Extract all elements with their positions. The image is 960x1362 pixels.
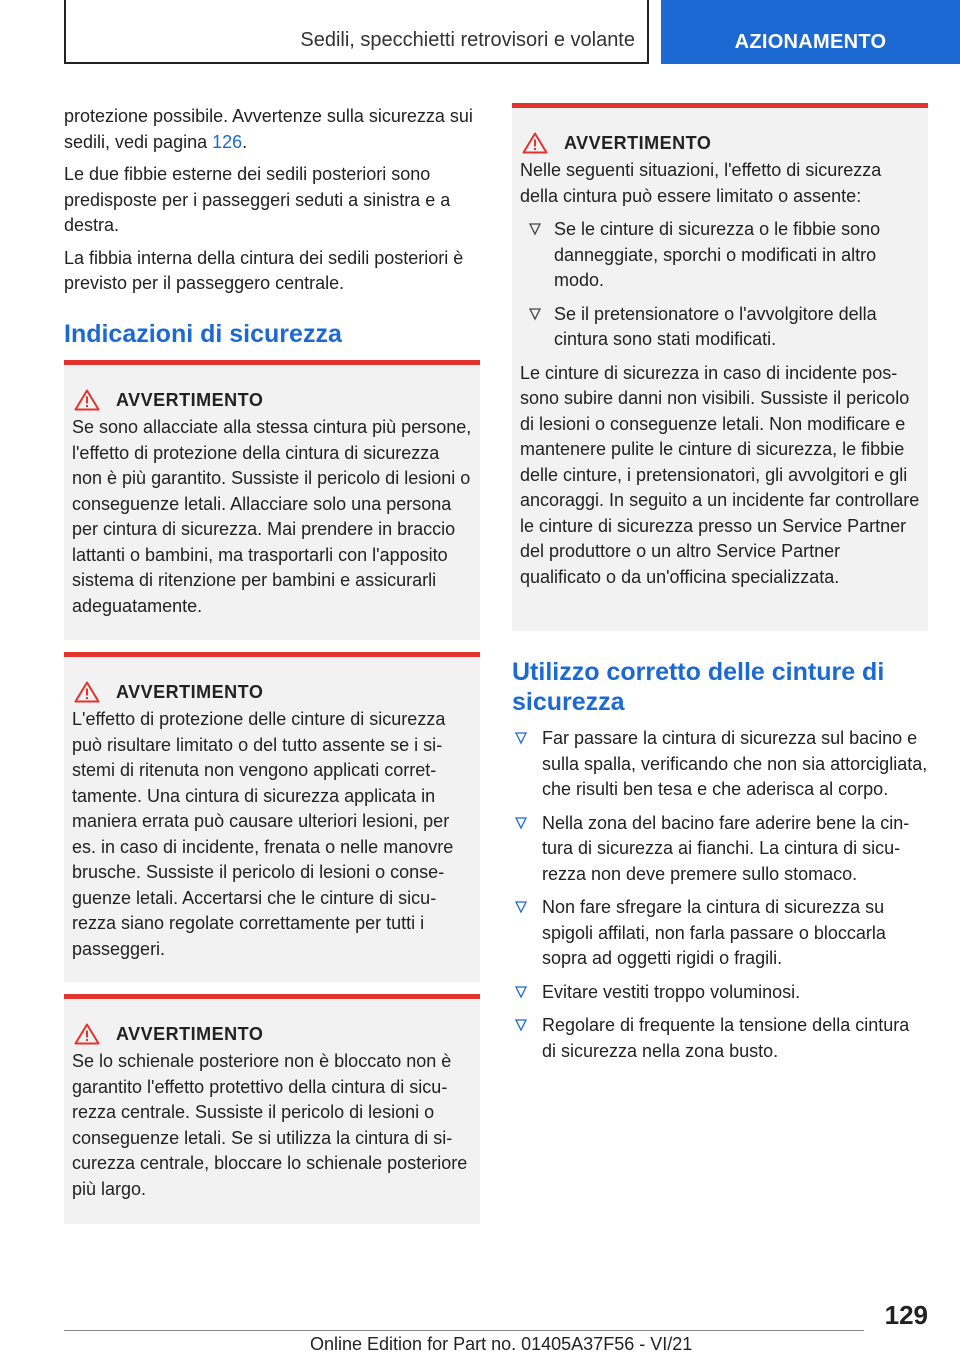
correct-use-list [512, 726, 928, 1072]
warning-box [512, 103, 928, 631]
warning-text: L'effetto di protezione delle cinture di sicurezza può risultare limitato o del tutto assente se i sistemi di ritenuta non vengono applicati correttamente. Una cintura di sicurezza applicata in maniera errata può causare ulteriori lesioni, per es. in caso di incidente, frenata o nelle manovre brusche. Sussiste il pericolo di lesioni o conseguenze letali. Accertarsi che le cinture di sicurezza siano regolate correttamente per tutti i passeggeri. [72, 709, 454, 959]
header-chapter-tab [661, 0, 960, 64]
list-item: Regolare di frequente la tensione della cintura di sicurezza nella zona busto. [512, 1013, 928, 1064]
section-heading-safety: Indicazioni di sicurezza [64, 320, 342, 348]
page-number: 129 [884, 1300, 928, 1330]
triangle-bullet-icon [514, 730, 528, 746]
section-title-text: Sedili, specchietti retrovisori e volante [300, 29, 635, 51]
triangle-bullet-icon [514, 984, 528, 1000]
warning-text: Se lo schienale posteriore non è bloccato non è garantito l'effetto protettivo della cintura di sicurezza centrale. Sussiste il pericolo di lesioni o conseguenze letali. Se si utilizza la cintura di sicurezza centrale, bloccare lo schienale posteriore più largo. [72, 1051, 468, 1199]
list-item: Se le cinture di sicurezza o le fibbie sono danneggiate, sporchi o modificati in altro modo. [520, 217, 922, 294]
intro-paragraph-2: Le due fibbie esterne dei sedili posteriori sono predisposte per i passeggeri seduti a sinistra e a destra. [64, 164, 451, 235]
triangle-bullet-icon [514, 815, 528, 831]
triangle-bullet-icon [514, 899, 528, 915]
header-section-title [64, 0, 649, 64]
intro-paragraph-1: protezione possibile. Avvertenze sulla sicurezza sui sedili, vedi pagina 126. [64, 106, 473, 152]
warning-box [64, 360, 480, 640]
warning-triangle-icon [74, 681, 100, 703]
triangle-bullet-icon [528, 306, 542, 322]
triangle-bullet-icon [514, 1017, 528, 1033]
warning-title: AVVERTIMENTO [520, 130, 922, 156]
intro-paragraph-3: La fibbia interna della cintura dei sedili posteriori è previsto per il passeggero centrale. [64, 247, 464, 293]
triangle-bullet-icon [528, 221, 542, 237]
list-item: Nella zona del bacino fare aderire bene la cintura di sicurezza ai fianchi. La cintura di sicurezza non deve premere sullo stomaco. [512, 811, 928, 888]
page-link[interactable]: 126 [212, 131, 243, 152]
list-item: Se il pretensionatore o l'avvolgitore della cintura sono stati modificati. [520, 302, 922, 353]
chapter-title-text: AZIONAMENTO [734, 31, 887, 53]
footer-divider [64, 1330, 864, 1331]
warning-box [64, 994, 480, 1224]
warning-triangle-icon [522, 132, 548, 154]
warning-title: AVVERTIMENTO [72, 679, 474, 705]
footer-edition: Online Edition for Part no. 01405A37F56 - VI/21 [310, 1334, 693, 1354]
warning-triangle-icon [74, 1023, 100, 1045]
warning-outro: Le cinture di sicurezza in caso di incidente possono subire danni non visibili. Sussiste il pericolo di lesioni o conseguenze letali. Non modificare e mantenere pulite le cinture di sicurezza, le fibbie delle cinture, i pretensionatori, gli avvolgitori e gli ancoraggi. In seguito a un incidente far controllare le cinture di sicurezza presso un Service Partner del produttore o un altro Service Partner qualificato o da un'officina specializzata. [520, 362, 920, 587]
section-heading-correct-use: Utilizzo corretto delle cinture di sicurezza [512, 658, 885, 716]
warning-intro: Nelle seguenti situazioni, l'effetto di sicurezza della cintura può essere limitato o assente: [520, 160, 882, 206]
warning-title: AVVERTIMENTO [72, 1021, 474, 1047]
warning-title: AVVERTIMENTO [72, 387, 474, 413]
warning-text: Se sono allacciate alla stessa cintura più persone, l'effetto di protezione della cintura di sicurezza non è più garantito. Sussiste il pericolo di lesioni o conseguenze letali. Allacciare solo una persona per cintura di sicurezza. Mai prendere in braccio lattanti o bambini, ma trasportarli con l'apposito sistema di ritenzione per bambini e assicurarli adeguatamente. [72, 417, 472, 616]
warning-bullet-list [520, 217, 922, 353]
warning-triangle-icon [74, 389, 100, 411]
warning-box [64, 652, 480, 982]
list-item: Evitare vestiti troppo voluminosi. [512, 980, 928, 1006]
list-item: Non fare sfregare la cintura di sicurezza su spigoli affilati, non farla passare o bloccarla sopra ad oggetti rigidi o fragili. [512, 895, 928, 972]
list-item: Far passare la cintura di sicurezza sul bacino e sulla spalla, verificando che non sia attorcigliata, che risulti ben tesa e che aderisca al corpo. [512, 726, 928, 803]
